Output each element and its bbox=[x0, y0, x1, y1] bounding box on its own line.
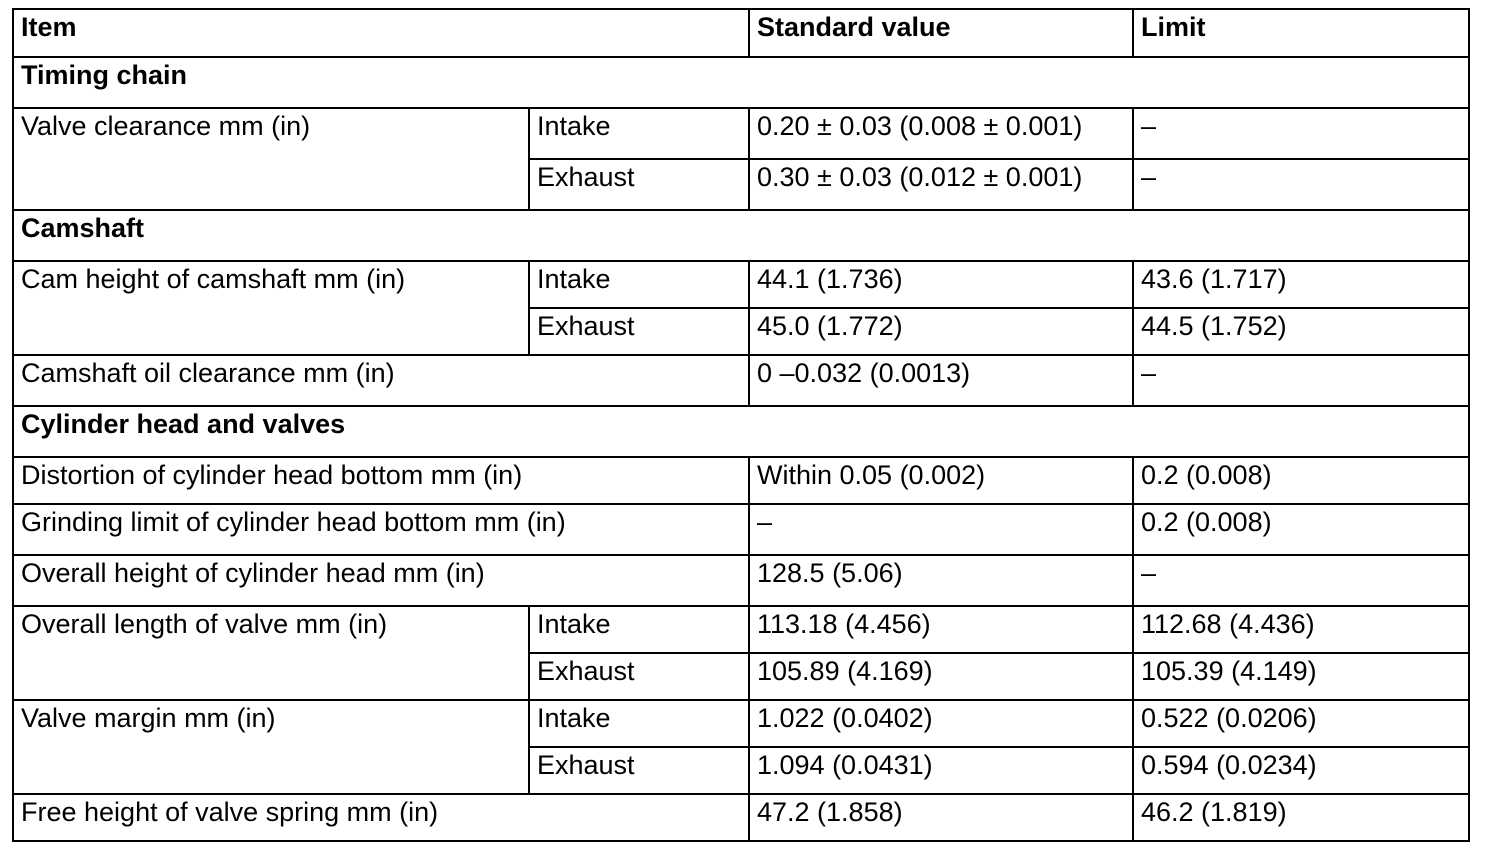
item-label: Cam height of camshaft mm (in) bbox=[13, 261, 529, 355]
item-label: Camshaft oil clearance mm (in) bbox=[13, 355, 749, 406]
limit-value: – bbox=[1133, 108, 1469, 159]
table-row bbox=[13, 794, 1469, 841]
limit-value: 112.68 (4.436) bbox=[1133, 606, 1469, 653]
limit-value: 0.2 (0.008) bbox=[1133, 504, 1469, 555]
table-row bbox=[13, 108, 1469, 159]
item-label: Overall length of valve mm (in) bbox=[13, 606, 529, 700]
standard-value: 0.20 ± 0.03 (0.008 ± 0.001) bbox=[749, 108, 1133, 159]
standard-value: 105.89 (4.169) bbox=[749, 653, 1133, 700]
standard-value: 0.30 ± 0.03 (0.012 ± 0.001) bbox=[749, 159, 1133, 210]
header-limit: Limit bbox=[1133, 9, 1469, 57]
sub-label: Exhaust bbox=[529, 308, 749, 355]
section-title-timing-chain: Timing chain bbox=[13, 57, 1469, 108]
table-row bbox=[13, 700, 1469, 747]
section-title-camshaft: Camshaft bbox=[13, 210, 1469, 261]
header-item: Item bbox=[13, 9, 749, 57]
limit-value: – bbox=[1133, 555, 1469, 606]
table-row bbox=[13, 457, 1469, 504]
standard-value: 128.5 (5.06) bbox=[749, 555, 1133, 606]
table-row bbox=[13, 355, 1469, 406]
header-standard-value: Standard value bbox=[749, 9, 1133, 57]
table-row bbox=[13, 261, 1469, 308]
table-row bbox=[13, 555, 1469, 606]
limit-value: 0.522 (0.0206) bbox=[1133, 700, 1469, 747]
specification-table bbox=[12, 8, 1470, 842]
limit-value: 0.2 (0.008) bbox=[1133, 457, 1469, 504]
sub-label: Intake bbox=[529, 261, 749, 308]
limit-value: – bbox=[1133, 159, 1469, 210]
sub-label: Intake bbox=[529, 606, 749, 653]
standard-value: Within 0.05 (0.002) bbox=[749, 457, 1133, 504]
sub-label: Intake bbox=[529, 700, 749, 747]
sub-label: Intake bbox=[529, 108, 749, 159]
standard-value: 44.1 (1.736) bbox=[749, 261, 1133, 308]
sub-label: Exhaust bbox=[529, 747, 749, 794]
header-row bbox=[13, 9, 1469, 57]
limit-value: 46.2 (1.819) bbox=[1133, 794, 1469, 841]
item-label: Free height of valve spring mm (in) bbox=[13, 794, 749, 841]
section-row bbox=[13, 57, 1469, 108]
item-label: Overall height of cylinder head mm (in) bbox=[13, 555, 749, 606]
sub-label: Exhaust bbox=[529, 653, 749, 700]
item-label: Valve margin mm (in) bbox=[13, 700, 529, 794]
standard-value: 0 –0.032 (0.0013) bbox=[749, 355, 1133, 406]
limit-value: – bbox=[1133, 355, 1469, 406]
standard-value: 1.094 (0.0431) bbox=[749, 747, 1133, 794]
sub-label: Exhaust bbox=[529, 159, 749, 210]
limit-value: 105.39 (4.149) bbox=[1133, 653, 1469, 700]
table-row bbox=[13, 504, 1469, 555]
standard-value: 47.2 (1.858) bbox=[749, 794, 1133, 841]
standard-value: 1.022 (0.0402) bbox=[749, 700, 1133, 747]
limit-value: 44.5 (1.752) bbox=[1133, 308, 1469, 355]
limit-value: 43.6 (1.717) bbox=[1133, 261, 1469, 308]
item-label: Distortion of cylinder head bottom mm (in) bbox=[13, 457, 749, 504]
section-title-cylinder-head: Cylinder head and valves bbox=[13, 406, 1469, 457]
table-row bbox=[13, 606, 1469, 653]
item-label: Valve clearance mm (in) bbox=[13, 108, 529, 210]
standard-value: – bbox=[749, 504, 1133, 555]
limit-value: 0.594 (0.0234) bbox=[1133, 747, 1469, 794]
item-label: Grinding limit of cylinder head bottom mm (in) bbox=[13, 504, 749, 555]
section-row bbox=[13, 406, 1469, 457]
standard-value: 113.18 (4.456) bbox=[749, 606, 1133, 653]
section-row bbox=[13, 210, 1469, 261]
standard-value: 45.0 (1.772) bbox=[749, 308, 1133, 355]
